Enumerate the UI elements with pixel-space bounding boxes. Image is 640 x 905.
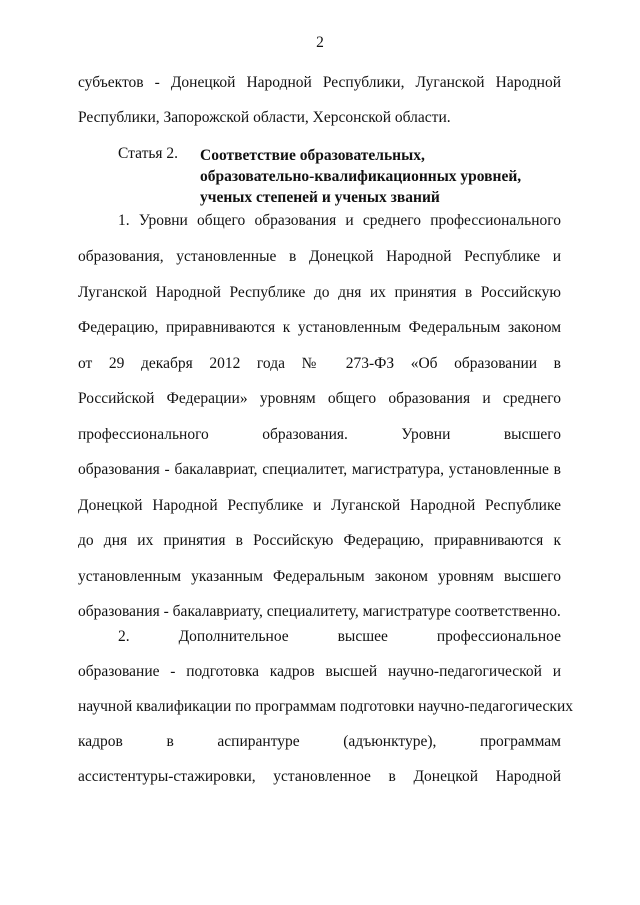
text-line: Российской Федерации» уровням общего образования и среднего [78,390,561,407]
text-line: научной квалификации по программам подготовки научно-педагогических [78,698,573,715]
article-title-line: образовательно-квалификационных уровней, [200,168,522,185]
text-line: Республики, Запорожской области, Херсонской области. [78,109,451,126]
article-label: Статья 2. [118,145,179,162]
text-line: 1. Уровни общего образования и среднего профессионального [118,212,561,229]
text-line: Федерацию, приравниваются к установленным Федеральным законом [78,319,561,336]
text-line: до дня их принятия в Российскую Федерацию, приравниваются к [78,532,561,549]
text-line: субъектов - Донецкой Народной Республики, Луганской Народной [78,74,561,91]
text-line: профессионального образования. Уровни высшего [78,426,561,443]
text-line: образования - бакалавриат, специалитет, магистратура, установленные в [78,461,561,478]
text-line: Донецкой Народной Республике и Луганской Народной Республике [78,497,561,514]
page-number: 2 [316,34,324,51]
text-line: кадров в аспирантуре (адъюнктуре), программам [78,733,561,750]
article-title [200,145,520,208]
text-line: образования - бакалавриату, специалитету, магистратуре соответственно. [78,603,561,620]
text-line: образования, установленные в Донецкой Народной Республике и [78,248,561,265]
article-title-line: Соответствие образовательных, [200,147,425,164]
text-line: ассистентуры-стажировки, установленное в Донецкой Народной [78,768,561,785]
text-line: 2. Дополнительное высшее профессиональное [118,628,561,645]
article-title-line: ученых степеней и ученых званий [200,189,440,206]
text-line: от 29 декабря 2012 года № 273-ФЗ «Об образовании в [78,355,561,372]
text-line: образование - подготовка кадров высшей научно-педагогической и [78,663,561,680]
text-line: установленным указанным Федеральным законом уровням высшего [78,568,561,585]
text-line: Луганской Народной Республике до дня их принятия в Российскую [78,284,561,301]
